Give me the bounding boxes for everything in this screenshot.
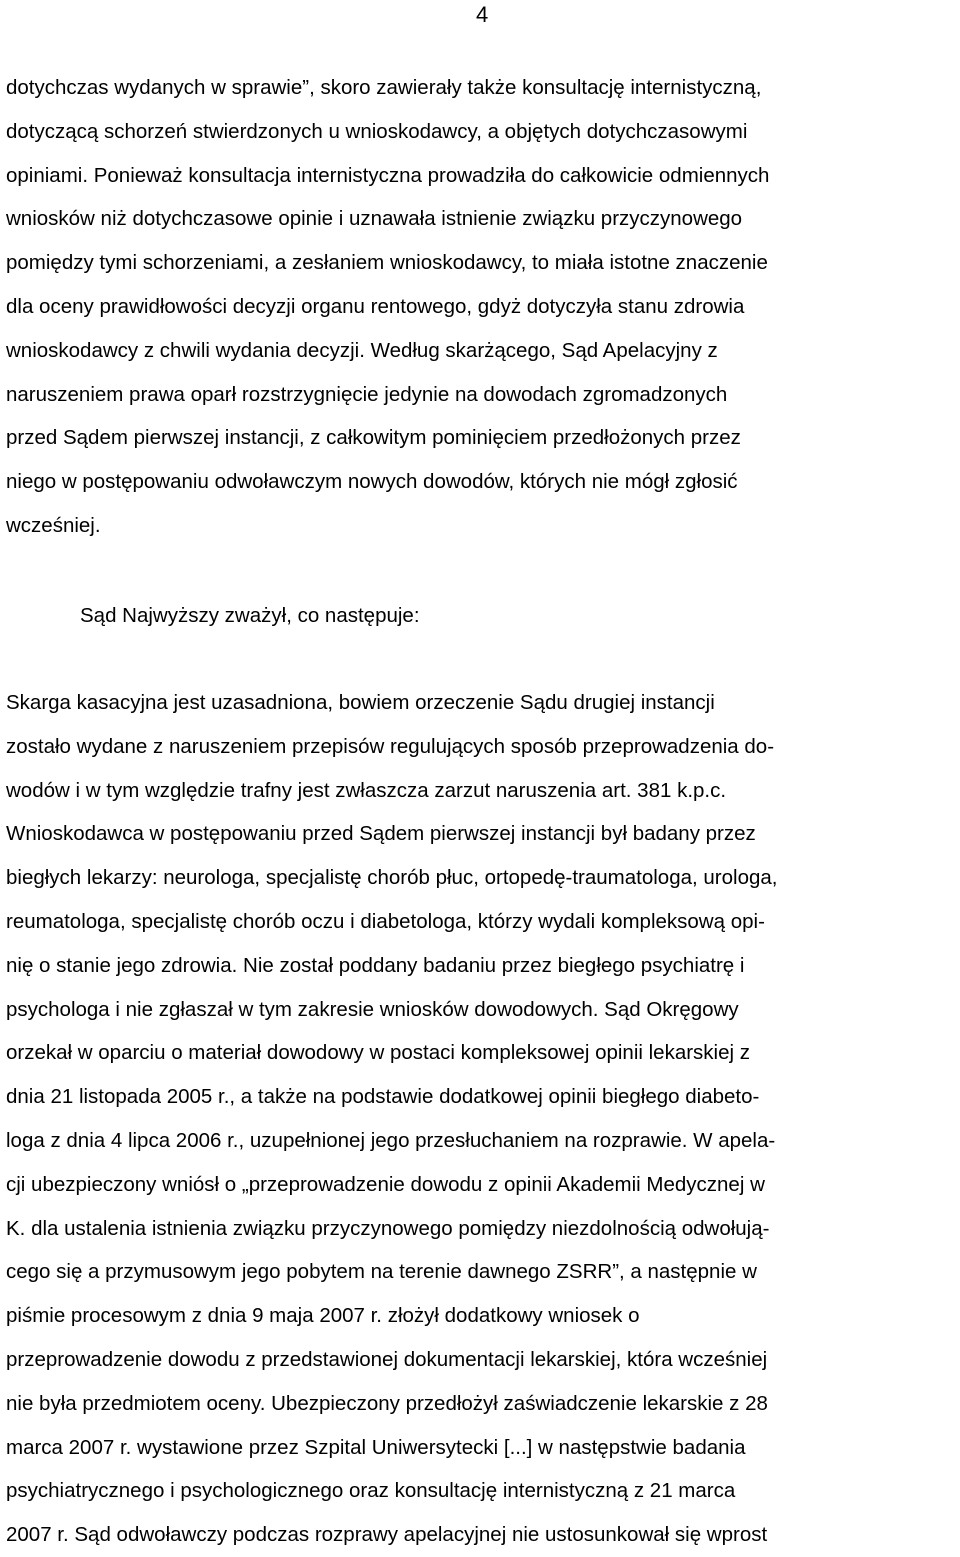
- page-number: 4: [476, 2, 489, 27]
- section-heading: Sąd Najwyższy zważył, co następuje:: [80, 604, 420, 627]
- paragraph-court-reasoning: Skarga kasacyjna jest uzasadniona, bowiem orzeczenie Sądu drugiej instancji zostało wydane z naruszeniem przepisów regulujących sposób przeprowadzenia do- wodów i w tym względzie trafny jest zwłaszcza zarzut naruszenia art. 381 k.p.c. Wnioskodawca w postępowaniu przed Sądem pierwszej instancji był badany przez biegłych lekarzy: neurologa, specjalistę chorób płuc, ortopedę-traumatologa, urologa, reumatologa, specjalistę chorób oczu i diabetologa, którzy wydali kompleksową opi- nię o stanie jego zdrowia. Nie został poddany badaniu przez biegłego psychiatrę i psychologa i nie zgłaszał w tym zakresie wniosków dowodowych. Sąd Okręgowy orzekał w oparciu o materiał dowodowy w postaci kompleksowej opinii lekarskiej z dnia 21 listopada 2005 r., a także na podstawie dodatkowej opinii biegłego diabeto- loga z dnia 4 lipca 2006 r., uzupełnionej jego przesłuchaniem na rozprawie. W apela- cji ubezpieczony wniósł o „przeprowadzenie dowodu z opinii Akademii Medycznej w K. dla ustalenia istnienia związku przyczynowego pomiędzy niezdolnością odwołują- cego się a przymusowym jego pobytem na terenie dawnego ZSRR”, a następnie w piśmie procesowym z dnia 9 maja 2007 r. złożył dodatkowy wniosek o przeprowadzenie dowodu z przedstawionej dokumentacji lekarskiej, która wcześniej nie była przedmiotem oceny. Ubezpieczony przedłożył zaświadczenie lekarskie z 28 marca 2007 r. wystawione przez Szpital Uniwersytecki [...] w następstwie badania psychiatrycznego i psychologicznego oraz konsultację internistyczną z 21 marca 2007 r. Sąd odwoławczy podczas rozprawy apelacyjnej nie ustosunkował się wprost: [6, 691, 778, 1547]
- paragraph-complaint-summary: dotychczas wydanych w sprawie”, skoro zawierały także konsultację internistyczną, dotyczącą schorzeń stwierdzonych u wnioskodawcy, a objętych dotychczasowymi opiniami. Ponieważ konsultacja internistyczna prowadziła do całkowicie odmiennych wniosków niż dotychczasowe opinie i uznawała istnienie związku przyczynowego pomiędzy tymi schorzeniami, a zesłaniem wnioskodawcy, to miała istotne znaczenie dla oceny prawidłowości decyzji organu rentowego, gdyż dotyczyła stanu zdrowia wnioskodawcy z chwili wydania decyzji. Według skarżącego, Sąd Apelacyjny z naruszeniem prawa oparł rozstrzygnięcie jedynie na dowodach zgromadzonych przed Sądem pierwszej instancji, z całkowitym pominięciem przedłożonych przez niego w postępowaniu odwoławczym nowych dowodów, których nie mógł zgłosić wcześniej.: [6, 76, 770, 537]
